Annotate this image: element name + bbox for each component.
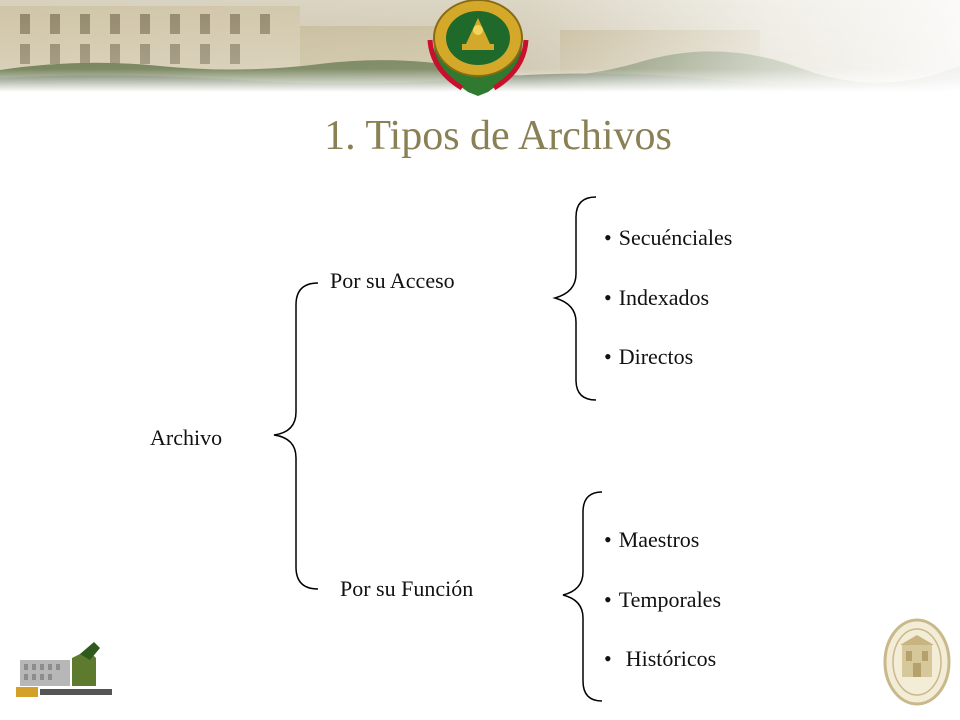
list-item (604, 344, 693, 370)
list-item (604, 225, 732, 251)
bullet: • (604, 527, 612, 552)
uap-logo-icon (10, 640, 120, 705)
bullet: • (604, 344, 612, 369)
list-item-label: Indexados (618, 285, 710, 310)
university-seal-icon (882, 617, 952, 712)
branch-label-funcion: Por su Función (340, 576, 474, 601)
list-item-label: Secuénciales (618, 225, 733, 250)
bullet: • (604, 285, 612, 310)
list-item-label: Directos (618, 344, 694, 369)
funcion-brace (563, 492, 602, 701)
list-item-label: Temporales (618, 587, 722, 612)
root-brace (274, 283, 318, 589)
list-item-label: Maestros (618, 527, 700, 552)
bullet: • (604, 225, 612, 250)
bullet: • (604, 646, 612, 671)
list-item (604, 646, 716, 672)
list-item (604, 527, 699, 553)
list-item (604, 285, 709, 311)
branch-label-acceso: Por su Acceso (330, 268, 455, 293)
bullet: • (604, 587, 612, 612)
root-label: Archivo (150, 425, 223, 450)
acceso-brace (555, 197, 596, 400)
list-item-label: Históricos (625, 646, 717, 671)
slide-title: 1. Tipos de Archivos (324, 113, 672, 159)
list-item (604, 587, 721, 613)
